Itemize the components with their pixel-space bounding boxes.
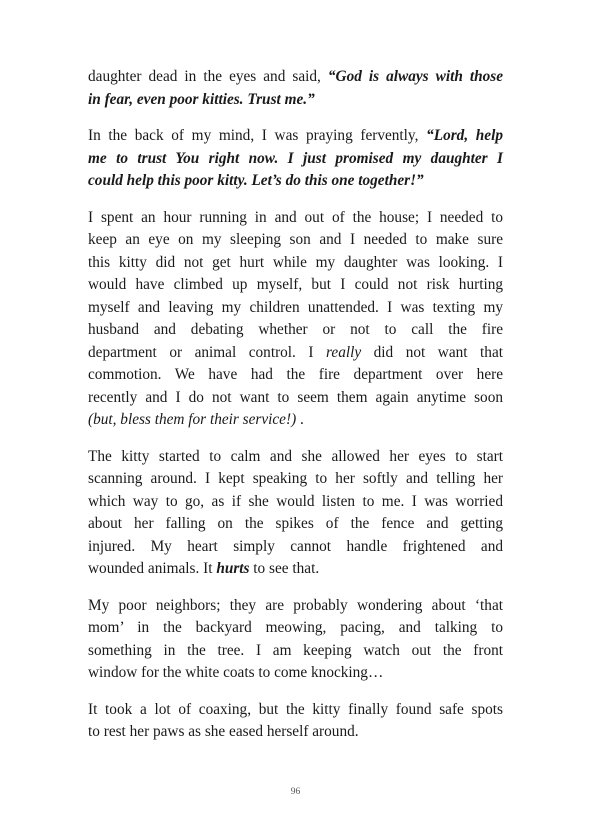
text-line xyxy=(88,319,503,342)
text-run: In the back of my mind, I was praying fervently, xyxy=(88,127,427,144)
text-line xyxy=(88,89,503,112)
emphasis-text: “God is always with those xyxy=(327,68,504,85)
text-line xyxy=(88,229,503,252)
text-line xyxy=(88,536,503,559)
paragraph-4 xyxy=(88,446,503,581)
text-run: department or animal control. I xyxy=(88,343,327,361)
text-run: injured. My heart simply cannot handle frightened and xyxy=(88,537,503,555)
text-run: something in the tree. I am keeping watch out the front xyxy=(88,641,503,659)
emphasis-text: “Lord, help xyxy=(426,127,503,144)
text-run: husband and debating whether or not to call the fire xyxy=(88,321,503,338)
paragraph-5 xyxy=(88,595,503,685)
text-line xyxy=(88,491,503,514)
text-line xyxy=(88,66,503,89)
text-line xyxy=(88,125,503,148)
page-number: 96 xyxy=(290,787,301,797)
text-run: I spent an hour running in and out of the house; I needed to xyxy=(88,208,503,226)
emphasis-text: could help this poor kitty. Let’s do this one together!” xyxy=(88,172,424,189)
page-body xyxy=(88,66,503,758)
text-line xyxy=(88,342,503,365)
text-run: wounded animals. It xyxy=(88,560,217,577)
text-line xyxy=(88,364,503,387)
text-run: It took a lot of coaxing, but the kitty finally found safe spots xyxy=(88,700,503,718)
text-run: daughter dead in the eyes and said, xyxy=(88,68,328,85)
text-run: window for the white coats to come knocking… xyxy=(88,664,384,681)
text-run: keep an eye on my sleeping son and I needed to make sure xyxy=(88,231,503,248)
text-line xyxy=(88,558,503,581)
text-line xyxy=(88,595,503,618)
text-line xyxy=(88,468,503,491)
text-run: to rest her paws as she eased herself around. xyxy=(88,723,359,740)
paragraph-2 xyxy=(88,125,503,193)
text-line xyxy=(88,170,503,193)
text-run: would have climbed up myself, but I could not risk hurting xyxy=(88,276,503,293)
text-line xyxy=(88,252,503,275)
text-run: this kitty did not get hurt while my daughter was looking. I xyxy=(88,253,503,271)
italic-text: (but, bless them for their service!) xyxy=(88,411,297,428)
text-run: myself and leaving my children unattended. I was texting my xyxy=(88,298,503,316)
text-line xyxy=(88,207,503,230)
text-run: mom’ in the backyard meowing, pacing, and talking to xyxy=(88,619,503,636)
text-run: recently and I do not want to seem them again anytime soon xyxy=(88,388,503,406)
paragraph-3 xyxy=(88,207,503,432)
text-line xyxy=(88,446,503,469)
text-line xyxy=(88,662,503,685)
italic-text: really xyxy=(326,343,362,361)
text-line xyxy=(88,721,503,744)
paragraph-1 xyxy=(88,66,503,111)
text-run: The kitty started to calm and she allowed her eyes to start xyxy=(88,447,503,465)
text-run: commotion. We have had the fire department over here xyxy=(88,366,503,383)
text-run: which way to go, as if she would listen to me. I was worried xyxy=(88,492,503,510)
text-line xyxy=(88,699,503,722)
text-run: to see that. xyxy=(249,560,320,577)
text-run: did not want that xyxy=(361,343,503,361)
text-line xyxy=(88,640,503,663)
text-line xyxy=(88,148,503,171)
emphasis-text: hurts xyxy=(216,560,250,577)
paragraph-6 xyxy=(88,699,503,744)
text-run: My poor neighbors; they are probably wondering about ‘that xyxy=(88,596,503,614)
text-line xyxy=(88,274,503,297)
emphasis-text: me to trust You right now. I just promised my daughter I xyxy=(88,149,503,167)
text-run: scanning around. I kept speaking to her softly and telling her xyxy=(88,470,503,487)
text-line xyxy=(88,297,503,320)
text-line xyxy=(88,387,503,410)
text-line xyxy=(88,617,503,640)
emphasis-text: in fear, even poor kitties. Trust me.” xyxy=(88,90,315,108)
text-line xyxy=(88,409,503,432)
text-line xyxy=(88,513,503,536)
text-run: . xyxy=(296,411,304,428)
text-run: about her falling on the spikes of the fence and getting xyxy=(88,515,503,532)
